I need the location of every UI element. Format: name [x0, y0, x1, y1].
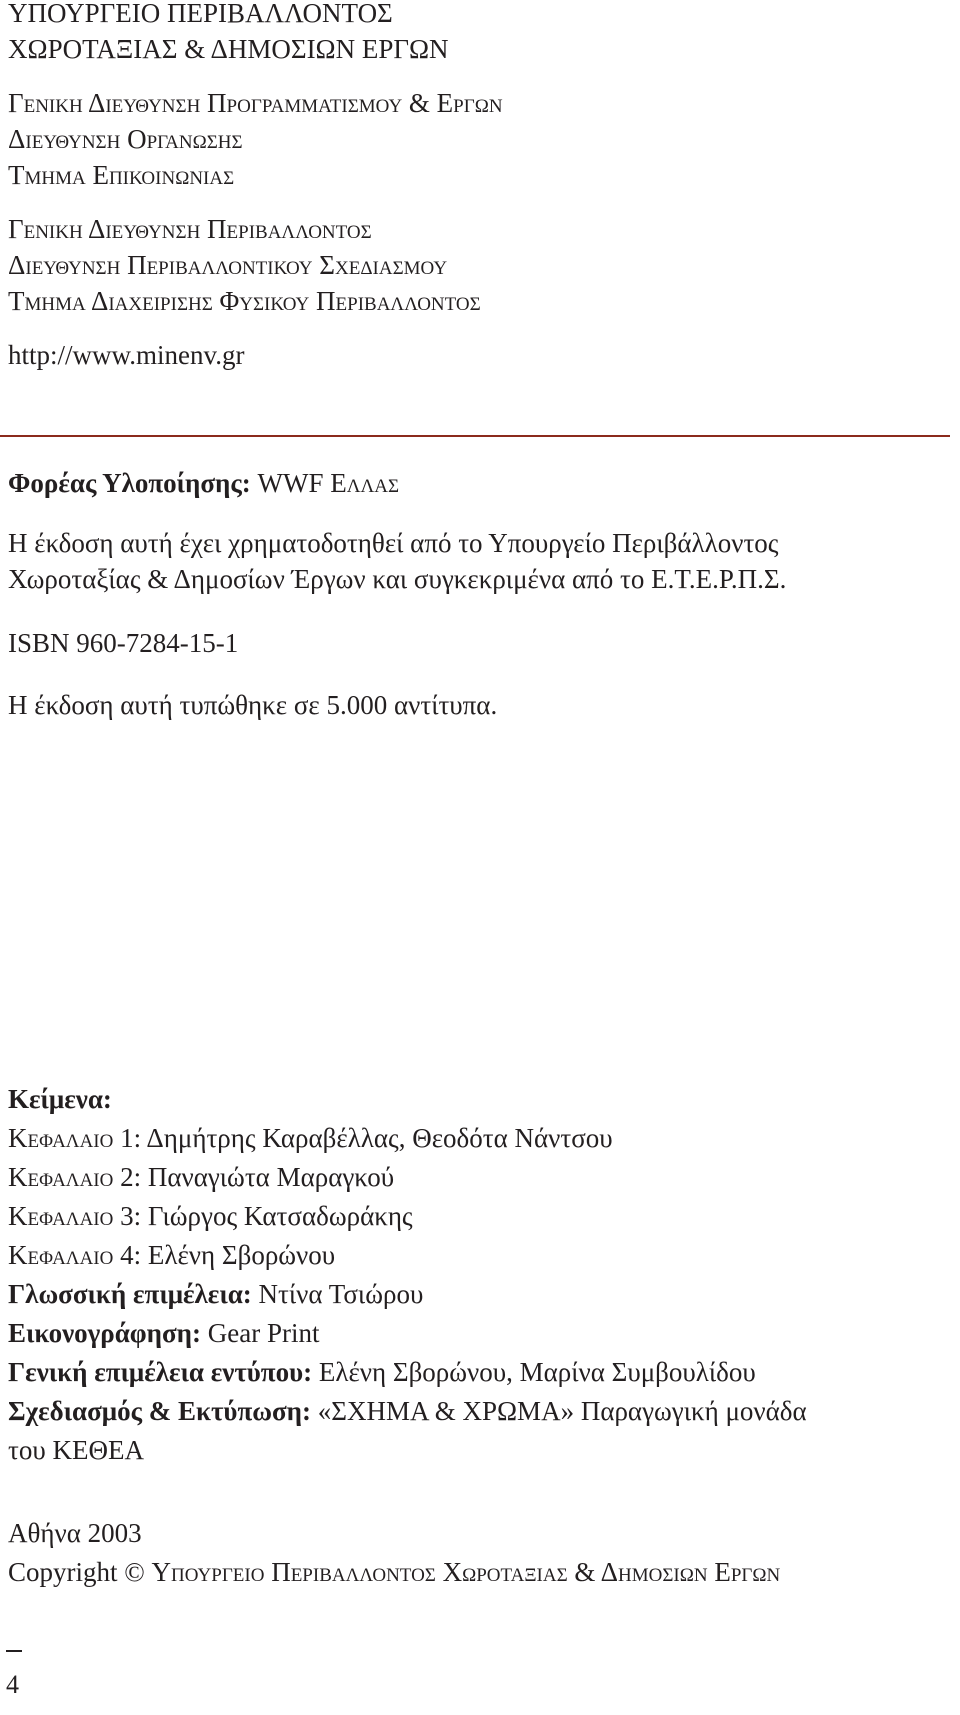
chapter-credit — [8, 1164, 394, 1191]
chapter-authors: 4: Ελένη Σβορώνου — [113, 1240, 336, 1270]
illustration-credit — [8, 1320, 319, 1347]
chapter-credit — [8, 1242, 335, 1269]
section-divider — [0, 435, 950, 437]
chapter-authors: 3: Γιώργος Κατσαδωράκης — [113, 1201, 413, 1231]
illustration-label: Εικονογράφηση: — [8, 1318, 201, 1348]
print-run: Η έκδοση αυτή τυπώθηκε σε 5.000 αντίτυπα. — [8, 690, 498, 720]
directorate-1-line-1: Γενικη Διευθυνση Προγραμματισμου & Εργων — [8, 88, 503, 118]
language-editing-label: Γλωσσική επιμέλεια: — [8, 1279, 252, 1309]
general-editing-label: Γενική επιμέλεια εντύπου: — [8, 1357, 313, 1387]
general-editing-value: Ελένη Σβορώνου, Μαρίνα Συμβουλίδου — [312, 1357, 756, 1387]
language-editing-value: Ντίνα Τσιώρου — [251, 1279, 424, 1309]
chapter-label: Κεφαλαιο — [8, 1240, 114, 1270]
funding-line-2: Χωροταξίας & Δημοσίων Έργων και συγκεκριμένα από το Ε.Τ.Ε.Ρ.Π.Σ. — [8, 564, 787, 594]
page-number-dash — [6, 1650, 22, 1652]
design-printing-value-continued: του ΚΕΘΕΑ — [8, 1435, 144, 1465]
chapter-credit — [8, 1125, 613, 1152]
directorate-2-line-2: Διευθυνση Περιβαλλοντικου Σχεδιασμου — [8, 250, 448, 280]
chapter-label: Κεφαλαιο — [8, 1201, 114, 1231]
implementer-label: Φορέας Υλοποίησης: — [8, 468, 251, 498]
isbn: ISBN 960-7284-15-1 — [8, 628, 239, 658]
place-year: Αθήνα 2003 — [8, 1518, 142, 1548]
chapter-authors: 2: Παναγιώτα Μαραγκού — [113, 1162, 395, 1192]
page-number: 4 — [6, 1670, 19, 1699]
texts-label: Κείμενα: — [8, 1084, 112, 1114]
illustration-value: Gear Print — [201, 1318, 320, 1348]
chapter-label: Κεφαλαιο — [8, 1162, 114, 1192]
language-editing-credit — [8, 1281, 423, 1308]
directorate-1-line-2: Διευθυνση Οργανωσης — [8, 124, 243, 154]
chapter-credit — [8, 1203, 413, 1230]
ministry-line-1: ΥΠΟΥΡΓΕΙΟ ΠΕΡΙΒΑΛΛΟΝΤΟΣ — [8, 0, 393, 28]
copyright-line — [8, 1559, 780, 1586]
copyright-prefix: Copyright © — [8, 1557, 152, 1587]
website-url[interactable]: http://www.minenv.gr — [8, 340, 245, 370]
implementer-value: WWF Ελλας — [257, 468, 400, 498]
chapter-authors: 1: Δημήτρης Καραβέλλας, Θεοδότα Νάντσου — [113, 1123, 613, 1153]
directorate-2-line-3: Τμημα Διαχειρισης Φυσικου Περιβαλλοντος — [8, 286, 481, 316]
design-printing-value: «ΣΧΗΜΑ & ΧΡΩΜΑ» Παραγωγική μονάδα — [311, 1396, 807, 1426]
directorate-1-line-3: Τμημα Επικοινωνιας — [8, 160, 235, 190]
chapter-label: Κεφαλαιο — [8, 1123, 114, 1153]
funding-line-1: Η έκδοση αυτή έχει χρηματοδοτηθεί από το Υπουργείο Περιβάλλοντος — [8, 528, 779, 558]
design-printing-credit — [8, 1398, 807, 1425]
ministry-line-2: ΧΩΡΟΤΑΞΙΑΣ & ΔΗΜΟΣΙΩΝ ΕΡΓΩΝ — [8, 34, 449, 64]
directorate-2-line-1: Γενικη Διευθυνση Περιβαλλοντος — [8, 214, 372, 244]
copyright-holder: Υπουργειο Περιβαλλοντος Χωροταξιας & Δημοσιων Εργων — [151, 1557, 781, 1587]
implementer-line — [8, 470, 399, 497]
general-editing-credit — [8, 1359, 756, 1386]
design-printing-label: Σχεδιασμός & Εκτύπωση: — [8, 1396, 311, 1426]
